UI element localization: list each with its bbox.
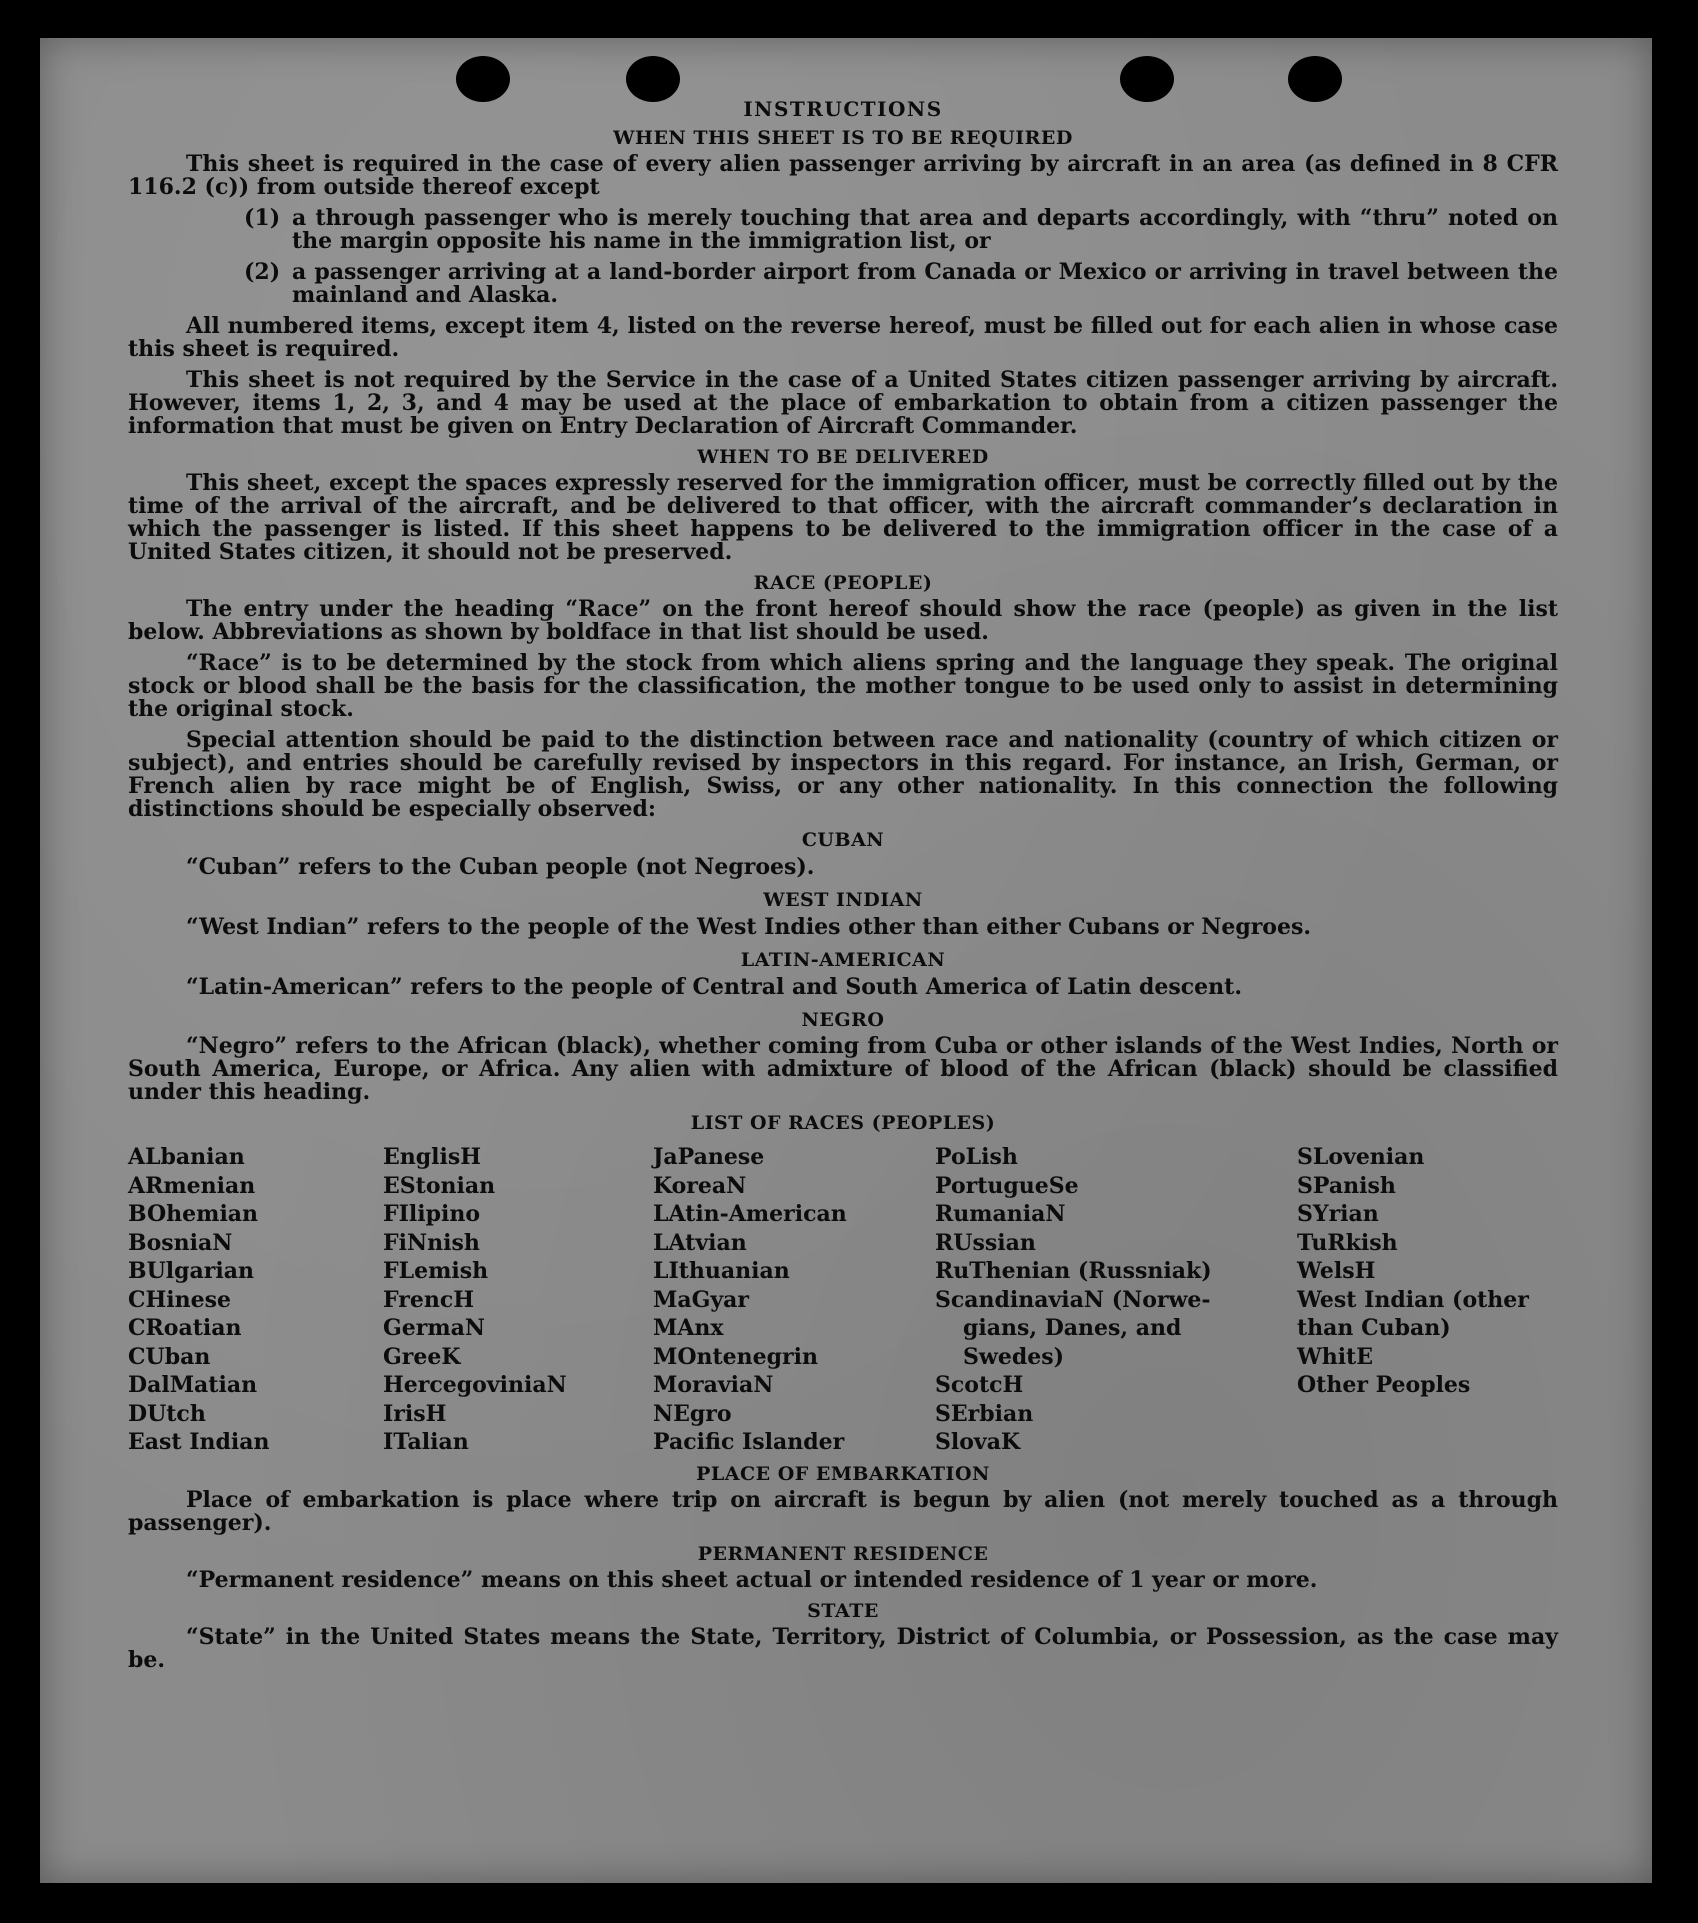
- list-item: West Indian (other than Cuban): [1297, 1286, 1529, 1341]
- section-heading-latin-american: LATIN-AMERICAN: [740, 949, 946, 971]
- list-item: SlovaK: [935, 1429, 1021, 1455]
- items-paragraph: All numbered items, except item 4, listed on the reverse hereof, must be filled out for each alien in whose case this sheet is required.: [128, 313, 1558, 362]
- race-list-column: [128, 1143, 383, 1457]
- race-list: [128, 1143, 1558, 1457]
- list-item: WelsH: [1297, 1258, 1376, 1284]
- state-paragraph: “State” in the United States means the State, Territory, District of Columbia, or Possession, as the case may be.: [128, 1623, 1558, 1673]
- list-item: GreeK: [383, 1343, 461, 1370]
- race-list-column: [1297, 1143, 1557, 1457]
- section-heading-required: WHEN THIS SHEET IS TO BE REQUIRED: [613, 127, 1073, 149]
- citizen-paragraph: This sheet is not required by the Service in the case of a United States citizen passenger arriving by aircraft. However, items 1, 2, 3, and 4 may be used at the place of embarkation to obtain from a citizen passenger the information that must be given on Entry Declaration of Aircraft Commander.: [128, 367, 1558, 439]
- list-item: MAnx: [653, 1315, 724, 1341]
- section-heading-race: RACE (PEOPLE): [753, 572, 933, 594]
- race-paragraph: Special attention should be paid to the distinction between race and nationality (country of which citizen or subject), and entries should be carefully revised by inspectors in this regard. For instance, an Irish, German, or French alien by race might be of English, Swiss, or any other nationality. In this connection the following distinctions should be especially observed:: [128, 727, 1558, 822]
- section-heading-race-list: LIST OF RACES (PEOPLES): [690, 1112, 996, 1134]
- list-item: CRoatian: [128, 1315, 242, 1341]
- list-item: CHinese: [128, 1286, 232, 1313]
- exception-item: [244, 261, 1558, 307]
- race-paragraph: The entry under the heading “Race” on the front hereof should show the race (people) as given in the list below. Abbreviations as shown by boldface in that list should be used.: [128, 596, 1558, 645]
- list-item: LIthuanian: [653, 1258, 790, 1284]
- section-heading-delivered: WHEN TO BE DELIVERED: [697, 446, 989, 468]
- list-item: ScandinaviaN (Norwe- gians, Danes, and Swedes): [935, 1286, 1211, 1370]
- section-heading-cuban: CUBAN: [801, 829, 885, 851]
- list-item: RuThenian (Russniak): [935, 1258, 1212, 1284]
- list-item: ScotcH: [935, 1372, 1024, 1398]
- punch-hole: [1120, 56, 1174, 102]
- page-title: INSTRUCTIONS: [743, 97, 943, 121]
- exception-text: a passenger arriving at a land-border airport from Canada or Mexico or arriving in travel between the mainland and Alaska.: [292, 259, 1558, 308]
- list-item: RumaniaN: [935, 1201, 1066, 1227]
- list-item: JaPanese: [653, 1144, 765, 1170]
- list-item: SErbian: [935, 1400, 1034, 1427]
- list-item: East Indian: [128, 1429, 270, 1455]
- section-heading-west-indian: WEST INDIAN: [763, 889, 923, 911]
- list-item: SLovenian: [1297, 1144, 1425, 1170]
- list-item: BOhemian: [128, 1201, 259, 1227]
- list-item: EStonian: [383, 1172, 496, 1199]
- section-heading-residence: PERMANENT RESIDENCE: [697, 1542, 989, 1565]
- punch-hole: [626, 56, 680, 102]
- list-item: Pacific Islander: [653, 1429, 845, 1455]
- race-list-column: [383, 1143, 653, 1457]
- section-heading-state: STATE: [807, 1599, 879, 1622]
- list-item: FiNnish: [383, 1229, 480, 1256]
- list-item: ITalian: [383, 1429, 469, 1455]
- list-item: NEgro: [653, 1400, 732, 1427]
- list-item: SPanish: [1297, 1172, 1396, 1199]
- list-item: RUssian: [935, 1229, 1036, 1256]
- list-item: ARmenian: [128, 1172, 256, 1199]
- list-item: IrisH: [383, 1400, 447, 1427]
- list-item: TuRkish: [1297, 1229, 1398, 1256]
- exception-number: (1): [244, 205, 281, 231]
- exception-item: [244, 207, 1558, 253]
- list-item: Other Peoples: [1297, 1372, 1471, 1398]
- list-item: MOntenegrin: [653, 1343, 818, 1370]
- list-item: EnglisH: [383, 1144, 482, 1170]
- list-item: MoraviaN: [653, 1372, 774, 1398]
- punch-hole: [456, 56, 510, 102]
- race-list-column: [935, 1143, 1297, 1457]
- delivered-paragraph: This sheet, except the spaces expressly reserved for the immigration officer, must be correctly filled out by the time of the arrival of the aircraft, and be delivered to that officer, with the aircraft commander’s declaration in which the passenger is listed. If this sheet happens to be delivered to the immigration officer in the case of a United States citizen, it should not be preserved.: [128, 470, 1558, 565]
- list-item: FLemish: [383, 1258, 489, 1284]
- definition-negro: “Negro” refers to the African (black), whether coming from Cuba or other islands of the West Indies, North or South America, Europe, or Africa. Any alien with admixture of blood of the African (black) should be classified under this heading.: [128, 1033, 1558, 1105]
- exception-number: (2): [244, 259, 281, 285]
- list-item: BosniaN: [128, 1229, 233, 1256]
- list-item: FIlipino: [383, 1201, 481, 1227]
- list-item: LAtin-American: [653, 1201, 847, 1227]
- list-item: DalMatian: [128, 1372, 258, 1398]
- intro-paragraph: This sheet is required in the case of every alien passenger arriving by aircraft in an area (as defined in 8 CFR 116.2 (c)) from outside thereof except: [128, 151, 1558, 200]
- list-item: HercegoviniaN: [383, 1372, 567, 1398]
- list-item: LAtvian: [653, 1229, 747, 1256]
- list-item: GermaN: [383, 1315, 486, 1341]
- race-list-column: [653, 1143, 935, 1457]
- list-item: SYrian: [1297, 1201, 1379, 1227]
- embarkation-paragraph: Place of embarkation is place where trip on aircraft is begun by alien (not merely touched as a through passenger).: [128, 1486, 1558, 1536]
- list-item: CUban: [128, 1343, 211, 1370]
- definition-cuban: “Cuban” refers to the Cuban people (not Negroes).: [186, 854, 815, 880]
- section-heading-negro: NEGRO: [801, 1009, 885, 1031]
- list-item: ALbanian: [128, 1144, 245, 1170]
- exception-text: a through passenger who is merely touching that area and departs accordingly, with “thru” noted on the margin opposite his name in the immigration list, or: [292, 205, 1558, 254]
- document-content: [128, 98, 1558, 1680]
- list-item: MaGyar: [653, 1286, 750, 1313]
- list-item: PoLish: [935, 1144, 1018, 1170]
- list-item: PortugueSe: [935, 1172, 1079, 1199]
- list-item: WhitE: [1297, 1343, 1373, 1370]
- list-item: DUtch: [128, 1400, 206, 1427]
- section-heading-embarkation: PLACE OF EMBARKATION: [696, 1462, 990, 1485]
- race-paragraph: “Race” is to be determined by the stock from which aliens spring and the language they speak. The original stock or blood shall be the basis for the classification, the mother tongue to be used only to assist in determining the original stock.: [128, 650, 1558, 722]
- definition-west-indian: “West Indian” refers to the people of the West Indies other than either Cubans or Negroes.: [186, 914, 1312, 940]
- punch-hole: [1288, 56, 1342, 102]
- list-item: BUlgarian: [128, 1258, 254, 1284]
- residence-paragraph: “Permanent residence” means on this sheet actual or intended residence of 1 year or more.: [186, 1566, 1318, 1593]
- list-item: KoreaN: [653, 1172, 747, 1199]
- list-item: FrencH: [383, 1286, 474, 1313]
- definition-latin-american: “Latin-American” refers to the people of Central and South America of Latin descent.: [186, 974, 1242, 1000]
